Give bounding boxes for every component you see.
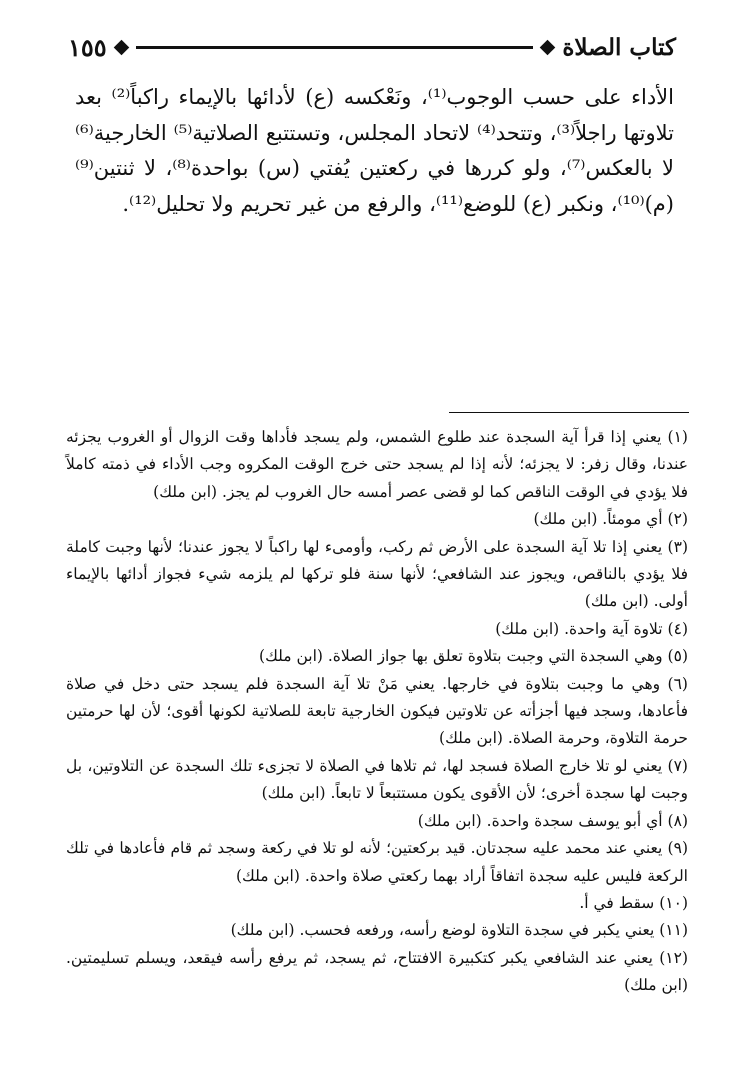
footnote xyxy=(66,808,688,835)
footnote xyxy=(66,506,688,533)
footnote xyxy=(66,835,688,890)
footnote xyxy=(66,945,688,1000)
chapter-title: كتاب الصلاة xyxy=(562,33,676,61)
footnote-number: (١) xyxy=(667,428,688,446)
footnote-number: (١٠) xyxy=(659,893,688,912)
page-header xyxy=(68,30,676,64)
footnote-number: (٤) xyxy=(667,619,688,638)
footnote xyxy=(66,424,688,506)
footnote-text: يعني لو تلا خارج الصلاة فسجد لها، ثم تلاها في الصلاة لا تجزىء تلك السجدة عن التلاوتين، بل وجبت لها سجدة أخرى؛ لأن الأقوى يكون مستتبعاً لا تابعاً. (ابن ملك) xyxy=(66,756,688,803)
footnote xyxy=(66,643,688,670)
footnote-number: (١١) xyxy=(659,921,688,940)
page-number: ١٥٥ xyxy=(68,32,107,62)
footnotes-list xyxy=(66,424,688,1000)
footnote-number: (٦) xyxy=(667,674,688,693)
footnote-text: تلاوة آية واحدة. (ابن ملك) xyxy=(495,619,663,638)
main-paragraph: الأداء على حسب الوجوب⁽¹⁾، ونَعْكسه (ع) لأدائها بالإيماء راكباً⁽²⁾ بعد تلاوتها راجلاً⁽³⁾، وتتحد⁽⁴⁾ لاتحاد المجلس، وتستتبع الصلاتية⁽⁵⁾ الخارجية⁽⁶⁾ لا بالعكس⁽⁷⁾، ولو كررها في ركعتين يُفتي (س) بواحدة⁽⁸⁾، لا ثنتين⁽⁹⁾ (م)⁽¹⁰⁾، ونكبر (ع) للوضع⁽¹¹⁾، والرفع من غير تحريم ولا تحليل⁽¹²⁾. xyxy=(75,85,674,216)
main-text-block xyxy=(75,80,674,222)
footnote-separator xyxy=(449,412,689,413)
footnote-text: وهي ما وجبت بتلاوة في خارجها. يعني مَنْ تلا آية السجدة فلم يسجد حتى دخل في صلاة فأعادها، وسجد فيها أجزأته عن تلاوتين فيكون الخارجية تابعة للصلاتية لكونها أقوى؛ لأن لها حرمتين حرمة التلاوة، وحرمة الصلاة. (ابن ملك) xyxy=(66,674,688,748)
footnote xyxy=(66,917,688,944)
footnote-text: يعني عند الشافعي يكبر كتكبيرة الافتتاح، ثم يسجد، ثم يرفع رأسه فيقعد، ويسلم تسليمتين. (ابن ملك) xyxy=(66,948,688,995)
footnote-text: أي أبو يوسف سجدة واحدة. (ابن ملك) xyxy=(417,811,663,830)
footnote xyxy=(66,616,688,643)
footnote-text: يعني إذا قرأ آية السجدة عند طلوع الشمس، ولم يسجد فأداها وقت الزوال أو الغروب يجزئه عندنا، وقال زفر: لا يجزئه؛ لأنه إذا لم يسجد حتى خرج الوقت المكروه وجب الأداء في ذمته كاملاً فلا يؤدي في الوقت الناقص كما لو قضى عصر أمسه حال الغروب لم يجز. (ابن ملك) xyxy=(66,428,688,501)
footnote xyxy=(66,671,688,753)
footnote-number: (٥) xyxy=(667,647,688,666)
footnote-text: يعني إذا تلا آية السجدة على الأرض ثم ركب، وأومىء لها راكباً لا يجوز عندنا؛ لأنها وجبت كاملة فلا يؤدي بالناقص، ويجوز عند الشافعي؛ لأنها سنة فلو تركها لم يلزمه شيء فجواز أدائها بالإيماء أولى. (ابن ملك) xyxy=(66,537,688,611)
footnote xyxy=(66,890,688,917)
footnote-text: سقط في أ. xyxy=(579,893,655,912)
header-rule xyxy=(136,46,534,49)
footnote-number: (٣) xyxy=(667,537,688,556)
footnote-text: وهي السجدة التي وجبت بتلاوة تعلق بها جواز الصلاة. (ابن ملك) xyxy=(259,647,663,666)
footnote xyxy=(66,534,688,616)
diamond-ornament-icon xyxy=(113,39,129,55)
diamond-ornament-icon xyxy=(540,39,556,55)
footnote-number: (٧) xyxy=(667,756,688,775)
footnote-number: (١٢) xyxy=(659,948,688,967)
footnote-number: (٨) xyxy=(667,811,688,830)
footnote xyxy=(66,753,688,808)
footnote-text: يعني عند محمد عليه سجدتان. قيد بركعتين؛ لأنه لو تلا في ركعة وسجد ثم قام فأعادها في تلك الركعة فليس عليه سجدة اتفاقاً أراد بهما ركعتي صلاة واحدة. (ابن ملك) xyxy=(66,839,688,885)
footnote-text: أي مومئاً. (ابن ملك) xyxy=(533,510,663,529)
footnote-number: (٩) xyxy=(667,839,688,858)
footnote-text: يعني يكبر في سجدة التلاوة لوضع رأسه، ورفعه فحسب. (ابن ملك) xyxy=(230,921,655,940)
footnote-number: (٢) xyxy=(667,510,688,529)
